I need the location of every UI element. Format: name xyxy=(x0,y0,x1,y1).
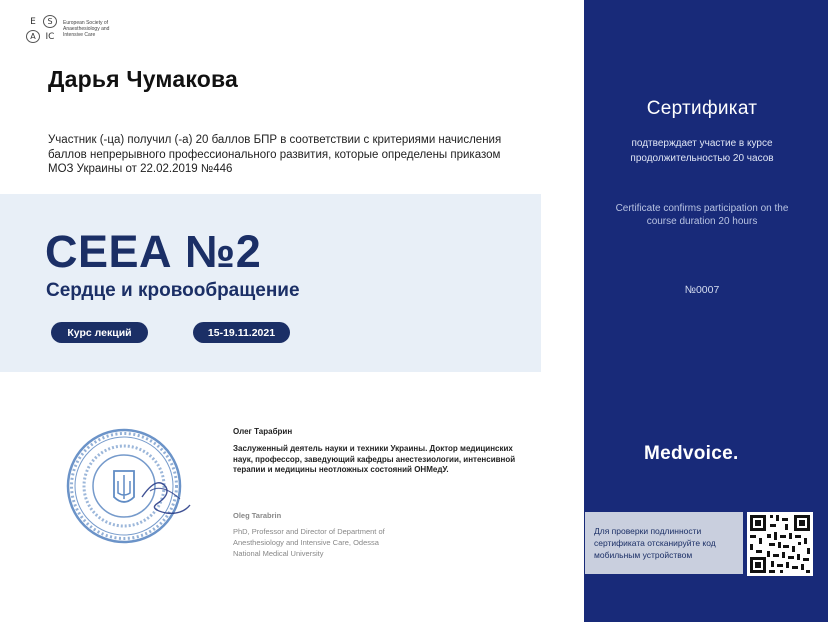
course-dates-badge: 15-19.11.2021 xyxy=(193,322,290,343)
qr-code-icon[interactable] xyxy=(747,512,813,576)
course-type-badge: Курс лекций xyxy=(51,322,148,343)
logo-letter-s: S xyxy=(43,15,57,28)
signatory-title-en: PhD, Professor and Director of Department of Anesthesiology and Intensive Care, Odessa National Medical University xyxy=(233,527,385,558)
award-description: Участник (-ца) получил (-а) 20 баллов БПР в соответствии с критериями начисления баллов непрерывного профессионального развития, которые определены приказом МОЗ Украины от 22.02.2019 №446 xyxy=(48,134,502,175)
signatory-name: Олег Тарабрин xyxy=(233,427,293,436)
esaic-logo-text: European Society of Anaesthesiology and Intensive Care xyxy=(63,20,110,38)
verification-note xyxy=(585,512,743,574)
recipient-name: Дарья Чумакова xyxy=(48,66,239,92)
verification-text: Для проверки подлинности сертификата отсканируйте код мобильным устройством xyxy=(594,526,716,560)
logo-letter-a: A xyxy=(26,30,40,43)
esaic-logo-mark xyxy=(26,15,57,43)
course-name: Сердце и кровообращение xyxy=(46,280,300,301)
signatory-name-en: Oleg Tarabrin xyxy=(233,511,282,520)
medvoice-logo: Medvoice. xyxy=(644,443,739,464)
certificate-title: Сертификат xyxy=(646,98,758,119)
logo-letter-e: E xyxy=(30,16,36,27)
course-code: СЕЕА №2 xyxy=(45,226,262,277)
certificate-number: №0007 xyxy=(684,284,720,296)
signatory-title: Заслуженный деятель науки и техники Украины. Доктор медицинских наук, профессор, заведующий кафедры анестезиологии, интенсивной терапии и медицины неотложных состояний ОНМедУ. xyxy=(233,444,516,474)
certificate-text-ru: подтверждает участие в курсе продолжительностью 20 часов xyxy=(630,138,774,164)
official-stamp xyxy=(62,425,202,547)
certificate-text-en: Certificate confirms participation on the course duration 20 hours xyxy=(615,203,789,227)
logo-letter-ic: IC xyxy=(45,31,55,42)
esaic-logo xyxy=(26,15,123,43)
